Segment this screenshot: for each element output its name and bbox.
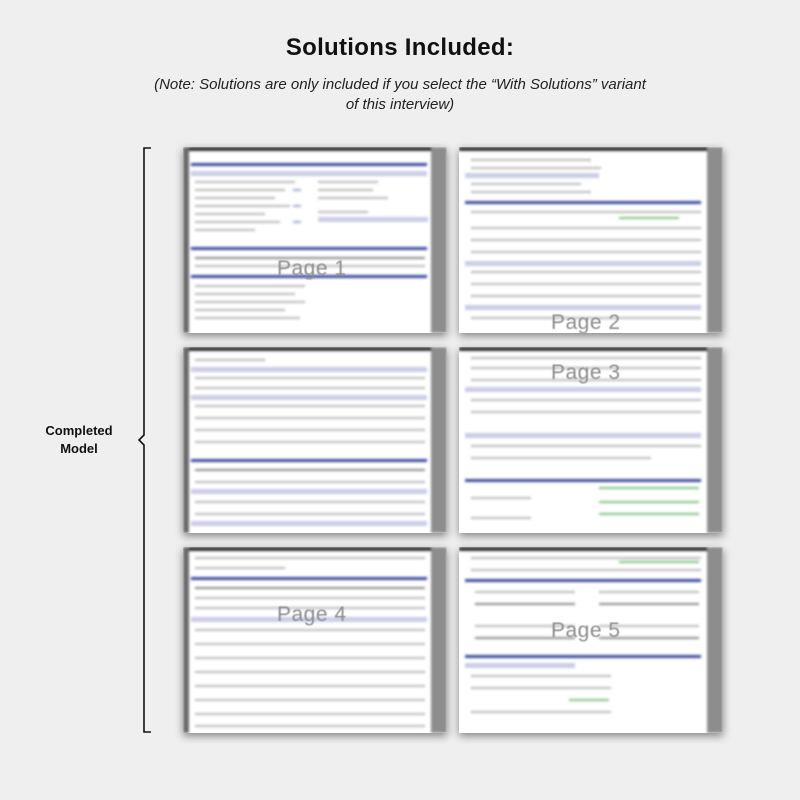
solutions-note: (Note: Solutions are only included if you select the “With Solutions” variant of this interview) xyxy=(154,76,646,113)
page-thumbnail-1[interactable] xyxy=(183,147,447,333)
thumbnail-grid xyxy=(183,147,723,735)
page-thumbnail-3[interactable] xyxy=(183,347,447,533)
page-thumbnail-2[interactable] xyxy=(459,147,723,333)
page-label: Page 3 xyxy=(551,361,621,384)
page-thumbnail-4[interactable] xyxy=(459,347,723,533)
bracket-icon xyxy=(138,147,152,733)
page-label: Page 5 xyxy=(551,619,621,642)
completed-model-label: Completed Model xyxy=(45,423,113,456)
page-label: Page 1 xyxy=(277,257,347,280)
page-label: Page 2 xyxy=(551,311,621,333)
page-title: Solutions Included: xyxy=(285,34,515,61)
page-label: Page 4 xyxy=(277,603,347,626)
page-thumbnail-5[interactable] xyxy=(183,547,447,733)
page-thumbnail-6[interactable] xyxy=(459,547,723,733)
